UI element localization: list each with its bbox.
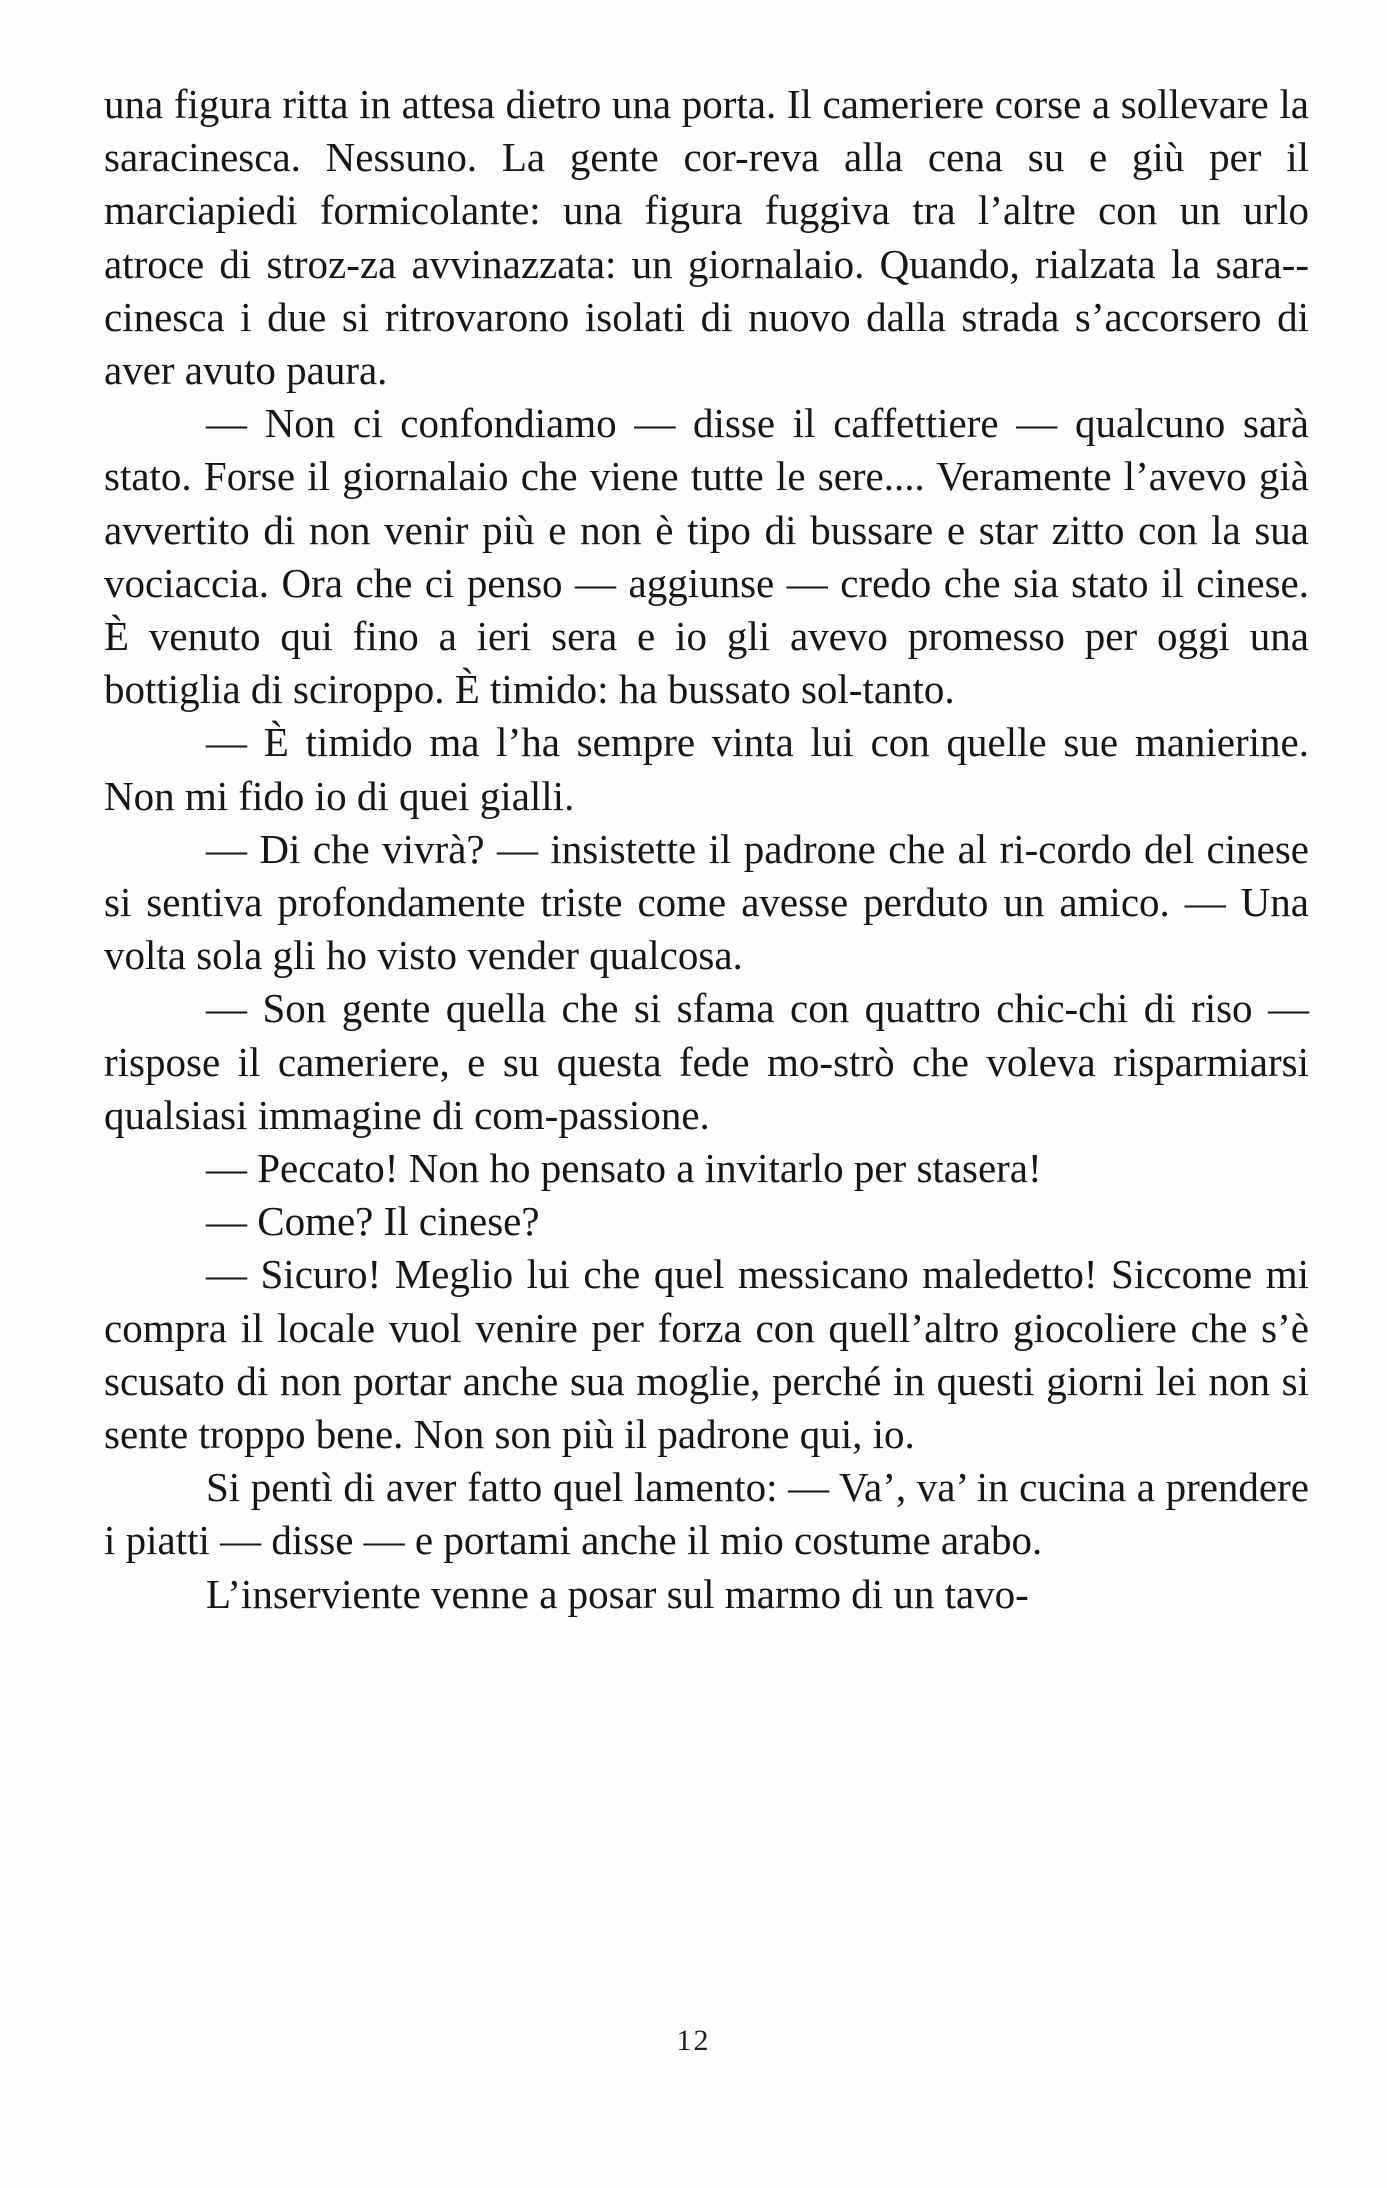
paragraph-8: — Sicuro! Meglio lui che quel messicano maledetto! Siccome mi compra il locale vuol venire per forza con quell’altro giocoliere che s’è scusato di non portar anche sua moglie, perché in questi giorni lei non si sente troppo bene. Non son più il padrone qui, io. [104, 1251, 1309, 1458]
paragraph-6: — Peccato! Non ho pensato a invitarlo per stasera! [206, 1145, 1042, 1192]
page-number: 12 [676, 2024, 711, 2057]
paragraph-9: Si pentì di aver fatto quel lamento: — Va’, va’ in cucina a prendere i piatti — disse — e portami anche il mio costume arabo. [104, 1464, 1309, 1564]
paragraph-4: — Di che vivrà? — insistette il padrone che al ri-cordo del cinese si sentiva profondamente triste come avesse perduto un amico. — Una volta sola gli ho visto vender qualcosa. [104, 825, 1309, 979]
paragraph-2: — Non ci confondiamo — disse il caffettiere — qualcuno sarà stato. Forse il giornalaio che viene tutte le sere.... Veramente l’avevo già avvertito di non venir più e non è tipo di bussare e star zitto con la sua vociaccia. Ora che ci penso — aggiunse — credo che sia stato il cinese. È venuto qui fino a ieri sera e io gli avevo promesso per oggi una bottiglia di sciroppo. È timido: ha bussato sol-tanto. [104, 400, 1309, 713]
body-text [104, 78, 1309, 1621]
paragraph-10: L’inserviente venne a posar sul marmo di un tavo- [206, 1570, 1029, 1617]
paragraph-3: — È timido ma l’ha sempre vinta lui con quelle sue manierine. Non mi fido io di quei gialli. [104, 719, 1309, 819]
paragraph-7: — Come? Il cinese? [206, 1198, 540, 1245]
paragraph-5: — Son gente quella che si sfama con quattro chic-chi di riso — rispose il cameriere, e su questa fede mo-strò che voleva risparmiarsi qualsiasi immagine di com-passione. [104, 985, 1309, 1138]
paragraph-1: una figura ritta in attesa dietro una porta. Il cameriere corse a sollevare la saracinesca. Nessuno. La gente cor-reva alla cena su e giù per il marciapiedi formicolante: una figura fuggiva tra l’altre con un urlo atroce di stroz-za avvinazzata: un giornalaio. Quando, rialzata la sara-cinesca i due si ritrovarono isolati di nuovo dalla strada s’accorsero di aver avuto paura. [104, 81, 1309, 394]
